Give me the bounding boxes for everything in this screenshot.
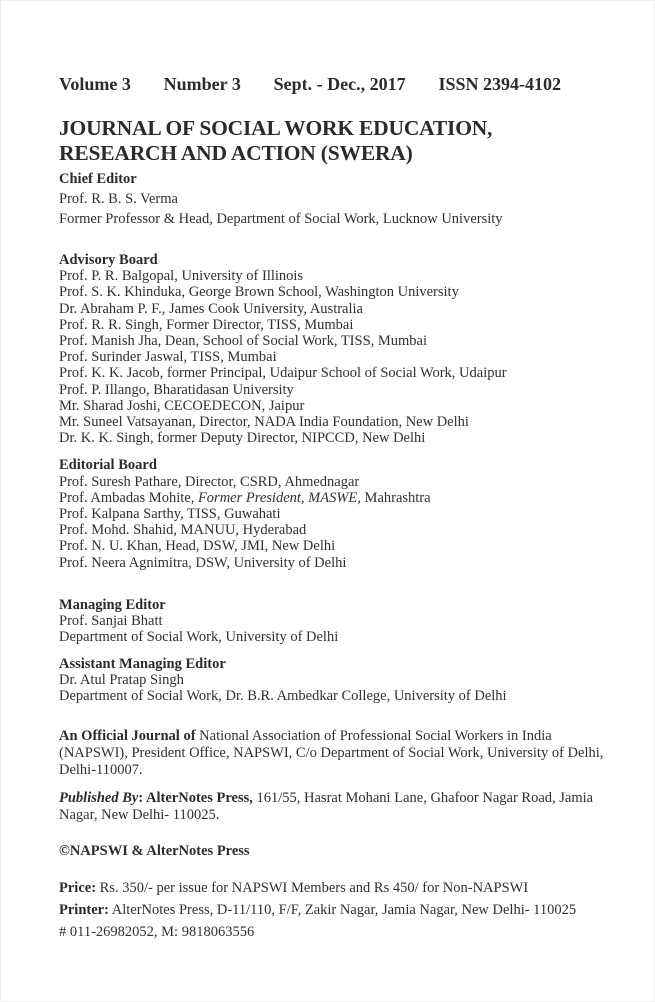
assistant-managing-editor-affiliation: Department of Social Work, Dr. B.R. Ambedkar College, University of Delhi bbox=[59, 687, 507, 704]
published-by-lead: Published By bbox=[59, 789, 139, 806]
board-member-text: Mahrashtra bbox=[360, 489, 431, 506]
board-member-italic-text: Former President, MASWE, bbox=[197, 489, 361, 506]
managing-editor-section bbox=[59, 597, 607, 645]
board-member: Prof. P. R. Balgopal, University of Illinois bbox=[59, 268, 304, 285]
board-member: Prof. Mohd. Shahid, MANUU, Hyderabad bbox=[59, 522, 307, 539]
board-member: Prof. N. U. Khan, Head, DSW, JMI, New Delhi bbox=[59, 538, 336, 555]
masthead-row bbox=[59, 74, 561, 94]
official-journal-text: National Association of Professional Social Workers in India (NAPSWI), President Office, NAPSWI, C/o Department of Social Work, University of Delhi, Delhi-110007. bbox=[59, 727, 604, 778]
editorial-board-heading: Editorial Board bbox=[59, 457, 157, 474]
board-member: Prof. Kalpana Sarthy, TISS, Guwahati bbox=[59, 506, 281, 523]
printer-line bbox=[59, 899, 607, 921]
volume-label: Volume 3 bbox=[59, 74, 131, 94]
issue-number-label: Number 3 bbox=[163, 74, 241, 94]
price-line bbox=[59, 877, 607, 899]
chief-editor-name: Prof. R. B. S. Verma bbox=[59, 191, 178, 207]
board-member: Prof. R. R. Singh, Former Director, TISS, Mumbai bbox=[59, 316, 354, 333]
board-member: Mr. Sharad Joshi, CECOEDECON, Jaipur bbox=[59, 397, 305, 414]
page-content bbox=[1, 1, 654, 943]
board-member: Prof. Manish Jha, Dean, School of Social Work, TISS, Mumbai bbox=[59, 333, 428, 350]
assistant-managing-editor-section bbox=[59, 656, 607, 704]
board-member: Prof. Neera Agnimitra, DSW, University of Delhi bbox=[59, 554, 347, 571]
board-member-text: Prof. Ambadas Mohite, bbox=[59, 489, 198, 506]
assistant-managing-editor-name: Dr. Atul Pratap Singh bbox=[59, 671, 184, 688]
board-member: Mr. Suneel Vatsayanan, Director, NADA India Foundation, New Delhi bbox=[59, 414, 469, 431]
price-label: Price: bbox=[59, 879, 97, 896]
board-member bbox=[59, 490, 607, 506]
assistant-managing-editor-heading: Assistant Managing Editor bbox=[59, 655, 226, 672]
price-text: Rs. 350/- per issue for NAPSWI Members and Rs 450/ for Non-NAPSWI bbox=[96, 879, 529, 896]
board-member: Dr. Abraham P. F., James Cook University, Australia bbox=[59, 300, 363, 317]
managing-editor-affiliation: Department of Social Work, University of Delhi bbox=[59, 628, 339, 645]
pricing-section bbox=[59, 877, 607, 943]
board-member: Prof. Surinder Jaswal, TISS, Mumbai bbox=[59, 349, 277, 366]
official-journal-paragraph bbox=[59, 728, 609, 779]
printer-label: Printer: bbox=[59, 901, 109, 918]
editorial-board-section bbox=[59, 457, 607, 570]
chief-editor-affiliation: Former Professor & Head, Department of Social Work, Lucknow University bbox=[59, 211, 503, 227]
issn-label: ISSN 2394-4102 bbox=[438, 74, 561, 94]
publisher-name: AlterNotes Press, bbox=[143, 789, 253, 806]
board-member: Prof. S. K. Khinduka, George Brown School, Washington University bbox=[59, 284, 459, 301]
publisher-address: 161/55, Hasrat Mohani Lane, Ghafoor Nagar Road, Jamia Nagar, New Delhi- 110025. bbox=[59, 789, 594, 823]
published-by-colon: : bbox=[138, 789, 144, 806]
advisory-board-section bbox=[59, 252, 607, 446]
board-member: Prof. P. Illango, Bharatidasan University bbox=[59, 381, 294, 398]
chief-editor-heading: Chief Editor bbox=[59, 171, 137, 187]
issue-date-label: Sept. - Dec., 2017 bbox=[273, 74, 406, 94]
board-member: Prof. K. K. Jacob, former Principal, Udaipur School of Social Work, Udaipur bbox=[59, 365, 507, 382]
managing-editor-name: Prof. Sanjai Bhatt bbox=[59, 612, 163, 629]
printer-phone-line: # 011-26982052, M: 9818063556 bbox=[59, 923, 255, 940]
official-journal-lead: An Official Journal of bbox=[59, 727, 196, 744]
board-member: Dr. K. K. Singh, former Deputy Director, NIPCCD, New Delhi bbox=[59, 430, 426, 447]
advisory-board-heading: Advisory Board bbox=[59, 252, 158, 268]
journal-title: JOURNAL OF SOCIAL WORK EDUCATION, RESEARCH AND ACTION (SWERA) bbox=[59, 116, 493, 165]
managing-editor-heading: Managing Editor bbox=[59, 596, 166, 613]
board-member: Prof. Suresh Pathare, Director, CSRD, Ahmednagar bbox=[59, 473, 360, 490]
printer-text: AlterNotes Press, D-11/110, F/F, Zakir Nagar, Jamia Nagar, New Delhi- 110025 bbox=[108, 901, 577, 918]
chief-editor-section bbox=[59, 169, 607, 229]
copyright-line: ©NAPSWI & AlterNotes Press bbox=[59, 842, 250, 859]
published-by-paragraph bbox=[59, 790, 609, 824]
